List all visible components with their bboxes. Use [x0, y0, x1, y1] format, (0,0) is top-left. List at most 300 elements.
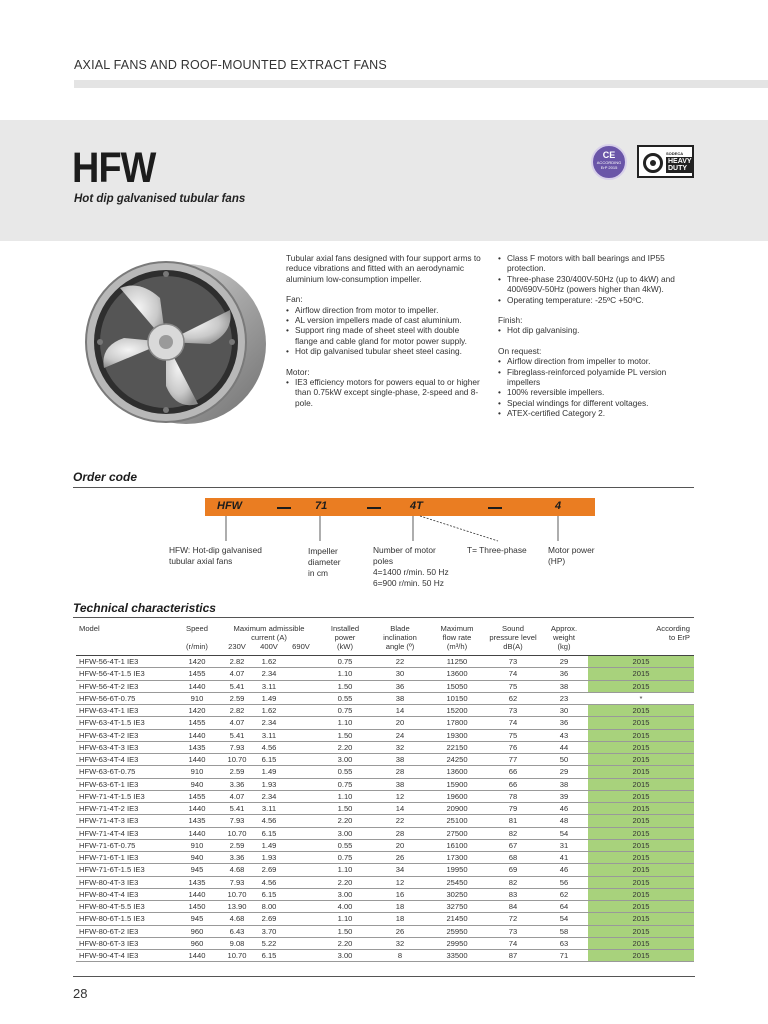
page-number: 28 — [73, 986, 88, 1001]
cell-speed: 1455 — [174, 717, 220, 729]
table-row — [76, 754, 694, 766]
cell-blade-angle: 8 — [372, 950, 428, 962]
cell-erp: 2015 — [588, 754, 694, 766]
cell-blade-angle: 34 — [372, 864, 428, 876]
unit-flow: (m³/h) — [428, 642, 486, 656]
order-seg-model: HFW — [217, 500, 243, 512]
col-blade-line: Blade — [390, 624, 410, 633]
cell-speed: 1440 — [174, 803, 220, 815]
cell-current-230v: 7.93 — [220, 741, 254, 753]
cell-sound-level: 76 — [486, 741, 540, 753]
cell-sound-level: 69 — [486, 864, 540, 876]
cell-current-400v: 3.70 — [254, 925, 284, 937]
cell-power: 1.50 — [318, 803, 372, 815]
fan-item: • Airflow direction from motor to impeller. — [286, 305, 481, 315]
cell-current-400v: 4.56 — [254, 815, 284, 827]
cell-weight: 31 — [540, 839, 588, 851]
cell-erp: 2015 — [588, 925, 694, 937]
page-title: HFW — [72, 144, 156, 192]
cell-model: HFW-56-4T-1 IE3 — [76, 656, 174, 668]
table-row — [76, 717, 694, 729]
cell-flow-rate: 29950 — [428, 937, 486, 949]
erp-badge-icon — [591, 144, 627, 180]
cell-sound-level: 66 — [486, 778, 540, 790]
cell-sound-level: 81 — [486, 815, 540, 827]
cell-weight: 43 — [540, 729, 588, 741]
cell-model: HFW-56-4T-1.5 IE3 — [76, 668, 174, 680]
cell-power: 0.75 — [318, 656, 372, 668]
cell-sound-level: 78 — [486, 790, 540, 802]
cell-blade-angle: 12 — [372, 876, 428, 888]
cell-model: HFW-80-4T-4 IE3 — [76, 888, 174, 900]
cell-model: HFW-90-4T-4 IE3 — [76, 950, 174, 962]
hero-band — [0, 120, 768, 241]
cell-speed: 1440 — [174, 827, 220, 839]
cell-current-230v: 2.59 — [220, 839, 254, 851]
cell-model: HFW-71-4T-1.5 IE3 — [76, 790, 174, 802]
cell-blade-angle: 28 — [372, 827, 428, 839]
col-sound-line: Sound — [502, 624, 524, 633]
cell-model: HFW-56-4T-2 IE3 — [76, 680, 174, 692]
order-seg-power: 4 — [555, 500, 562, 512]
tech-table — [76, 624, 694, 962]
cell-weight: 36 — [540, 668, 588, 680]
table-row — [76, 852, 694, 864]
cell-sound-level: 87 — [486, 950, 540, 962]
cell-blade-angle: 24 — [372, 729, 428, 741]
cell-erp: 2015 — [588, 656, 694, 668]
cell-weight: 56 — [540, 876, 588, 888]
order-label-diameter — [308, 546, 368, 579]
cell-flow-rate: 33500 — [428, 950, 486, 962]
cell-blade-angle: 12 — [372, 790, 428, 802]
cell-speed: 910 — [174, 692, 220, 704]
cell-speed: 1435 — [174, 876, 220, 888]
cell-flow-rate: 11250 — [428, 656, 486, 668]
cell-blade-angle: 32 — [372, 741, 428, 753]
cell-power: 2.20 — [318, 876, 372, 888]
finish-list — [498, 325, 698, 335]
cell-current-400v: 2.34 — [254, 668, 284, 680]
table-row — [76, 901, 694, 913]
col-power-line: power — [334, 633, 356, 642]
cell-sound-level: 77 — [486, 754, 540, 766]
order-label-diameter-line: in cm — [308, 568, 329, 578]
cell-erp: 2015 — [588, 741, 694, 753]
cell-current-230v: 7.93 — [220, 876, 254, 888]
cell-erp: 2015 — [588, 839, 694, 851]
cell-speed: 1450 — [174, 901, 220, 913]
motor-item: • IE3 efficiency motors for powers equal to or higher than 0.75kW except single-phase, 2-speed and 8-pole. — [286, 377, 481, 408]
cell-current-400v: 6.15 — [254, 888, 284, 900]
cell-model: HFW-80-6T-1.5 IE3 — [76, 913, 174, 925]
cell-speed: 1435 — [174, 741, 220, 753]
cell-power: 1.50 — [318, 729, 372, 741]
cell-current-690v — [284, 950, 318, 962]
cell-erp: 2015 — [588, 876, 694, 888]
cell-power: 3.00 — [318, 950, 372, 962]
cell-power: 1.10 — [318, 717, 372, 729]
intro-text: Tubular axial fans designed with four support arms to reduce vibrations and fitted with an aerodynamic aluminium low-consumption impeller. — [286, 253, 481, 284]
cell-model: HFW-80-6T-2 IE3 — [76, 925, 174, 937]
cell-current-400v: 6.15 — [254, 950, 284, 962]
finish-item: • Hot dip galvanising. — [498, 325, 698, 335]
cell-current-400v: 2.34 — [254, 790, 284, 802]
cell-blade-angle: 20 — [372, 717, 428, 729]
cell-power: 1.10 — [318, 864, 372, 876]
cell-model: HFW-71-6T-1 IE3 — [76, 852, 174, 864]
cell-current-230v: 4.07 — [220, 717, 254, 729]
motor-heading: Motor: — [286, 366, 310, 377]
cell-model: HFW-71-6T-0.75 — [76, 839, 174, 851]
cell-current-690v — [284, 790, 318, 802]
cell-sound-level: 62 — [486, 692, 540, 704]
cell-sound-level: 72 — [486, 913, 540, 925]
cell-erp: 2015 — [588, 815, 694, 827]
order-dash — [367, 507, 381, 509]
description-right — [498, 253, 698, 419]
cell-erp: 2015 — [588, 668, 694, 680]
order-dash — [277, 507, 291, 509]
cell-blade-angle: 38 — [372, 754, 428, 766]
cell-weight: 39 — [540, 790, 588, 802]
request-list — [498, 356, 698, 418]
col-erp — [588, 624, 694, 642]
cell-power: 3.00 — [318, 754, 372, 766]
cell-model: HFW-63-4T-1.5 IE3 — [76, 717, 174, 729]
cell-weight: 29 — [540, 766, 588, 778]
cell-current-690v — [284, 815, 318, 827]
cell-power: 2.20 — [318, 815, 372, 827]
col-flow-line: Maximum — [440, 624, 474, 633]
cell-current-690v — [284, 754, 318, 766]
cell-flow-rate: 24250 — [428, 754, 486, 766]
cell-current-230v: 6.43 — [220, 925, 254, 937]
cell-current-690v — [284, 827, 318, 839]
order-label-model: HFW: Hot-dip galvanised tubular axial fans — [169, 545, 262, 566]
table-row — [76, 668, 694, 680]
cell-model: HFW-63-4T-1 IE3 — [76, 705, 174, 717]
table-row — [76, 790, 694, 802]
product-photo — [80, 258, 270, 426]
cell-current-400v: 2.34 — [254, 717, 284, 729]
cell-blade-angle: 38 — [372, 692, 428, 704]
cell-blade-angle: 26 — [372, 925, 428, 937]
cell-current-400v: 3.11 — [254, 729, 284, 741]
cell-speed: 1440 — [174, 950, 220, 962]
cell-sound-level: 66 — [486, 766, 540, 778]
col-blade — [372, 624, 428, 642]
cell-blade-angle: 22 — [372, 815, 428, 827]
cell-current-400v: 1.93 — [254, 778, 284, 790]
cell-flow-rate: 19600 — [428, 790, 486, 802]
description-left — [286, 253, 481, 408]
order-seg-diameter: 71 — [315, 500, 328, 512]
cell-current-230v: 13.90 — [220, 901, 254, 913]
cell-erp: 2015 — [588, 803, 694, 815]
cell-speed: 945 — [174, 913, 220, 925]
cell-current-230v: 2.59 — [220, 692, 254, 704]
cell-blade-angle: 14 — [372, 803, 428, 815]
cell-weight: 54 — [540, 913, 588, 925]
cell-erp: 2015 — [588, 864, 694, 876]
cell-erp: 2015 — [588, 680, 694, 692]
cell-erp: 2015 — [588, 827, 694, 839]
cell-sound-level: 82 — [486, 827, 540, 839]
table-row — [76, 876, 694, 888]
cell-power: 4.00 — [318, 901, 372, 913]
table-row — [76, 729, 694, 741]
cell-erp: 2015 — [588, 790, 694, 802]
col-current-line: current (A) — [251, 633, 287, 642]
cell-blade-angle: 18 — [372, 901, 428, 913]
erp-line1: ACCORDING — [596, 160, 622, 165]
badge-heavy-duty: HEAVY DUTY — [668, 158, 692, 172]
cell-current-230v: 4.07 — [220, 668, 254, 680]
order-dash — [488, 507, 502, 509]
unit-690v: 690V — [284, 642, 318, 656]
cell-speed: 1420 — [174, 656, 220, 668]
cell-flow-rate: 25950 — [428, 925, 486, 937]
cell-speed: 960 — [174, 937, 220, 949]
cell-power: 0.55 — [318, 839, 372, 851]
cell-weight: 46 — [540, 803, 588, 815]
ce-mark: CE — [602, 150, 616, 160]
cell-erp: 2015 — [588, 778, 694, 790]
cell-sound-level: 84 — [486, 901, 540, 913]
cell-weight: 48 — [540, 815, 588, 827]
cell-speed: 910 — [174, 839, 220, 851]
unit-weight: (kg) — [540, 642, 588, 656]
table-row — [76, 913, 694, 925]
cell-current-400v: 1.49 — [254, 692, 284, 704]
cell-speed: 1440 — [174, 888, 220, 900]
order-label-power-line: Motor power — [548, 545, 595, 555]
cell-power: 1.50 — [318, 925, 372, 937]
order-code-heading: Order code — [73, 470, 138, 484]
cell-current-230v: 10.70 — [220, 950, 254, 962]
cell-speed: 1440 — [174, 754, 220, 766]
cell-current-690v — [284, 937, 318, 949]
col-model: Model — [79, 624, 100, 633]
unit-blade: angle (º) — [372, 642, 428, 656]
cell-flow-rate: 16100 — [428, 839, 486, 851]
cell-flow-rate: 19300 — [428, 729, 486, 741]
cell-current-690v — [284, 864, 318, 876]
request-item: • Airflow direction from impeller to motor. — [498, 356, 698, 366]
cell-flow-rate: 21450 — [428, 913, 486, 925]
order-code-bar — [205, 498, 595, 516]
cell-speed: 960 — [174, 925, 220, 937]
col-flow — [428, 624, 486, 642]
cell-speed: 1420 — [174, 705, 220, 717]
fan-item: • Hot dip galvanised tubular sheet steel casing. — [286, 346, 481, 356]
order-seg-poles: 4T — [410, 500, 423, 512]
cell-model: HFW-63-6T-0.75 — [76, 766, 174, 778]
order-label-phase: T= Three-phase — [467, 545, 527, 555]
cell-model: HFW-63-4T-3 IE3 — [76, 741, 174, 753]
cell-current-400v: 1.62 — [254, 705, 284, 717]
col-sound-line: pressure level — [489, 633, 537, 642]
fan-item: • AL version impellers made of cast aluminium. — [286, 315, 481, 325]
cell-model: HFW-71-6T-1.5 IE3 — [76, 864, 174, 876]
unit-sound: dB(A) — [486, 642, 540, 656]
col-blade-line: inclination — [383, 633, 417, 642]
cell-current-690v — [284, 668, 318, 680]
table-row — [76, 864, 694, 876]
request-item: • 100% reversible impellers. — [498, 387, 698, 397]
col-weight-line: Approx. — [550, 624, 578, 633]
cell-sound-level: 74 — [486, 668, 540, 680]
col-current-line: Maximum admissible — [233, 624, 305, 633]
cell-current-230v: 2.59 — [220, 766, 254, 778]
cell-weight: 38 — [540, 680, 588, 692]
cell-weight: 63 — [540, 937, 588, 949]
motor-list — [286, 377, 481, 408]
cell-current-690v — [284, 766, 318, 778]
cell-erp: 2015 — [588, 901, 694, 913]
cell-erp: 2015 — [588, 950, 694, 962]
cell-model: HFW-71-4T-2 IE3 — [76, 803, 174, 815]
cell-current-690v — [284, 778, 318, 790]
cell-erp: 2015 — [588, 729, 694, 741]
header-rule — [74, 80, 768, 88]
cell-current-690v — [284, 839, 318, 851]
cell-sound-level: 83 — [486, 888, 540, 900]
cell-weight: 46 — [540, 864, 588, 876]
cell-power: 0.75 — [318, 705, 372, 717]
cell-current-690v — [284, 913, 318, 925]
fan-list — [286, 305, 481, 357]
cell-model: HFW-71-4T-4 IE3 — [76, 827, 174, 839]
cell-speed: 910 — [174, 766, 220, 778]
cell-model: HFW-71-4T-3 IE3 — [76, 815, 174, 827]
fan-icon — [643, 153, 663, 173]
cell-weight: 71 — [540, 950, 588, 962]
cell-flow-rate: 22150 — [428, 741, 486, 753]
cell-current-230v: 5.41 — [220, 729, 254, 741]
cell-blade-angle: 38 — [372, 778, 428, 790]
order-label-diameter-line: diameter — [308, 557, 341, 567]
cell-power: 1.10 — [318, 668, 372, 680]
fan-heading: Fan: — [286, 294, 303, 305]
table-row — [76, 827, 694, 839]
cell-erp: 2015 — [588, 852, 694, 864]
table-row — [76, 656, 694, 668]
order-label-poles-line: 4=1400 r/min. 50 Hz — [373, 567, 449, 577]
cell-erp: * — [588, 692, 694, 704]
cell-weight: 29 — [540, 656, 588, 668]
cell-speed: 1440 — [174, 729, 220, 741]
cell-current-230v: 9.08 — [220, 937, 254, 949]
cell-current-400v: 3.11 — [254, 803, 284, 815]
col-erp-line: According — [656, 624, 690, 633]
cell-current-690v — [284, 729, 318, 741]
cell-current-230v: 4.07 — [220, 790, 254, 802]
cell-flow-rate: 30250 — [428, 888, 486, 900]
cell-speed: 1440 — [174, 680, 220, 692]
table-row — [76, 692, 694, 704]
col-speed: Speed — [186, 624, 208, 633]
cell-blade-angle: 14 — [372, 705, 428, 717]
cell-power: 0.75 — [318, 852, 372, 864]
cell-weight: 58 — [540, 925, 588, 937]
cell-flow-rate: 15050 — [428, 680, 486, 692]
cell-power: 1.50 — [318, 680, 372, 692]
cell-power: 3.00 — [318, 888, 372, 900]
cell-sound-level: 79 — [486, 803, 540, 815]
cell-model: HFW-80-4T-3 IE3 — [76, 876, 174, 888]
cell-weight: 44 — [540, 741, 588, 753]
cell-weight: 30 — [540, 705, 588, 717]
cell-flow-rate: 17800 — [428, 717, 486, 729]
cell-current-230v: 10.70 — [220, 827, 254, 839]
table-row — [76, 937, 694, 949]
cell-current-400v: 4.56 — [254, 741, 284, 753]
cell-model: HFW-63-4T-4 IE3 — [76, 754, 174, 766]
order-label-poles-line: poles — [373, 556, 394, 566]
cell-erp: 2015 — [588, 913, 694, 925]
cell-current-690v — [284, 888, 318, 900]
cell-flow-rate: 27500 — [428, 827, 486, 839]
order-label-power-line: (HP) — [548, 556, 566, 566]
cell-current-690v — [284, 901, 318, 913]
request-item: • Fibreglass-reinforced polyamide PL version impellers — [498, 367, 698, 388]
col-power-line: Installed — [330, 624, 360, 633]
table-row — [76, 888, 694, 900]
cell-weight: 62 — [540, 888, 588, 900]
table-row — [76, 950, 694, 962]
cell-weight: 23 — [540, 692, 588, 704]
cell-current-400v: 6.15 — [254, 754, 284, 766]
tech-table-body — [76, 656, 694, 962]
table-row — [76, 839, 694, 851]
cell-sound-level: 74 — [486, 937, 540, 949]
cell-power: 2.20 — [318, 937, 372, 949]
col-weight — [540, 624, 588, 642]
cell-weight: 41 — [540, 852, 588, 864]
cell-speed: 940 — [174, 778, 220, 790]
cell-current-230v: 3.36 — [220, 852, 254, 864]
cell-flow-rate: 32750 — [428, 901, 486, 913]
cell-speed: 1455 — [174, 668, 220, 680]
table-row — [76, 741, 694, 753]
cell-blade-angle: 20 — [372, 839, 428, 851]
tech-heading: Technical characteristics — [73, 601, 216, 615]
cell-current-400v: 1.62 — [254, 656, 284, 668]
order-label-power — [548, 545, 618, 567]
cell-model: HFW-63-4T-2 IE3 — [76, 729, 174, 741]
cell-flow-rate: 25450 — [428, 876, 486, 888]
page-subtitle: Hot dip galvanised tubular fans — [74, 193, 246, 205]
cell-current-400v: 4.56 — [254, 876, 284, 888]
cell-weight: 64 — [540, 901, 588, 913]
cell-flow-rate: 20900 — [428, 803, 486, 815]
order-label-poles — [373, 545, 468, 589]
cell-flow-rate: 17300 — [428, 852, 486, 864]
cell-sound-level: 82 — [486, 876, 540, 888]
cell-flow-rate: 15200 — [428, 705, 486, 717]
cell-flow-rate: 25100 — [428, 815, 486, 827]
cell-current-230v: 7.93 — [220, 815, 254, 827]
order-label-poles-line: Number of motor — [373, 545, 436, 555]
cell-current-690v — [284, 705, 318, 717]
cell-flow-rate: 13600 — [428, 668, 486, 680]
cell-weight: 36 — [540, 717, 588, 729]
cell-sound-level: 73 — [486, 705, 540, 717]
cell-model: HFW-56-6T-0.75 — [76, 692, 174, 704]
cell-blade-angle: 26 — [372, 852, 428, 864]
